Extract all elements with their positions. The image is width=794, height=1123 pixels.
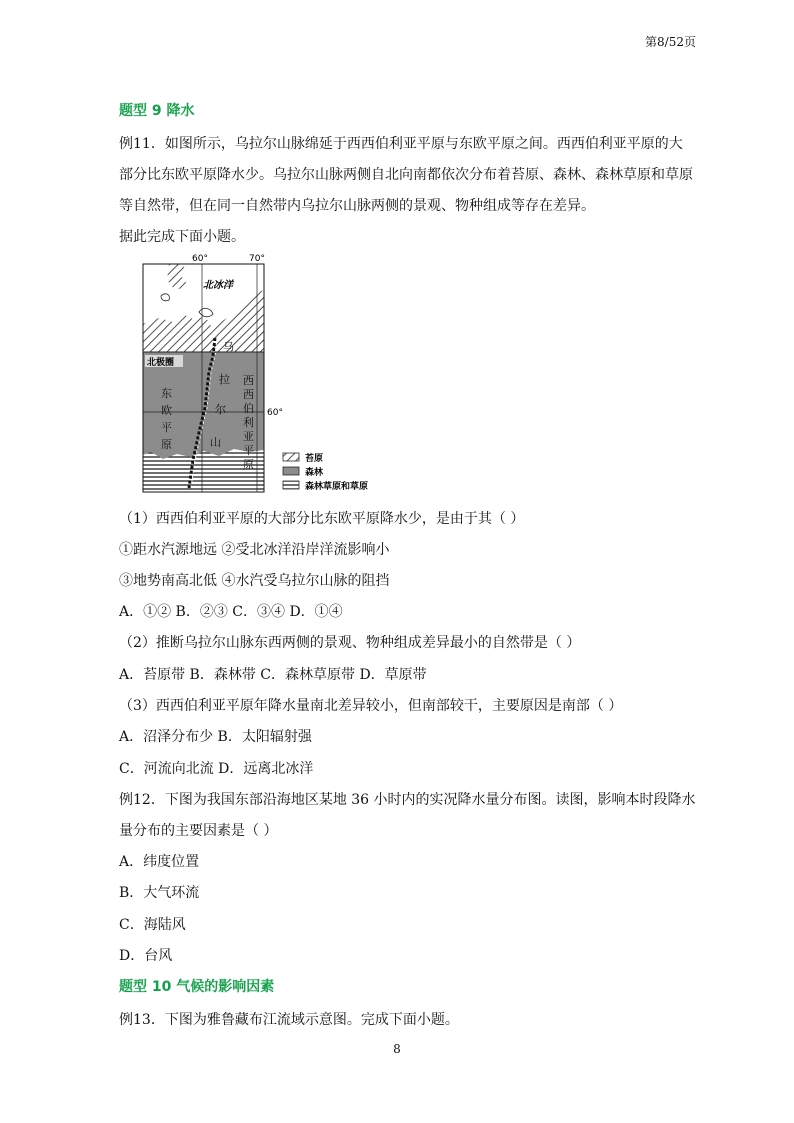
example12-option: D．台风 (119, 948, 173, 964)
example12-stem: 例12．下图为我国东部沿海地区某地 36 小时内的实况降水量分布图。读图，影响本时段降水 (119, 792, 696, 808)
example12-option: C．海陆风 (119, 917, 186, 933)
ocean-label: 北冰洋 (203, 280, 233, 291)
q3-options: A．沼泽分布少 B．太阳辐射强 (119, 729, 312, 745)
west-plain-char: 西 (243, 388, 254, 401)
west-plain-char: 利 (243, 416, 254, 429)
q3-options: C．河流向北流 D．远离北冰洋 (119, 761, 314, 777)
ural-map-figure (139, 252, 389, 496)
ural-char: 尔 (215, 403, 226, 416)
example11-intro-line: 例11．如图所示，乌拉尔山脉绵延于西西伯利亚平原与东欧平原之间。西西伯利亚平原的大 (119, 136, 683, 152)
legend-tundra: 苔原 (305, 454, 324, 464)
section-heading-climate-factors: 题型 10 气候的影响因素 (119, 979, 275, 995)
lat-60-label: 60° (267, 408, 283, 418)
example13-stem: 例13．下图为雅鲁藏布江流域示意图。完成下面小题。 (119, 1012, 459, 1028)
q2-stem: （2）推断乌拉尔山脉东西两侧的景观、物种组成差异最小的自然带是（ ） (119, 635, 581, 651)
q1-statements: ③地势南高北低 ④水汽受乌拉尔山脉的阻挡 (119, 573, 390, 589)
west-plain-char: 原 (243, 458, 254, 471)
west-plain-char: 亚 (243, 430, 254, 443)
west-plain-char: 西 (243, 374, 254, 387)
east-plain-char: 东 (161, 387, 172, 400)
example11-intro-line: 等自然带，但在同一自然带内乌拉尔山脉两侧的景观、物种组成等存在差异。 (119, 198, 595, 214)
example11-intro-line: 部分比东欧平原降水少。乌拉尔山脉两侧自北向南都依次分布着苔原、森林、森林草原和草原 (119, 167, 693, 183)
lon-60-label: 60° (192, 254, 208, 264)
east-plain-char: 欧 (161, 404, 172, 417)
page-indicator: 第8/52页 (645, 35, 696, 49)
section-heading-precipitation: 题型 9 降水 (119, 103, 195, 119)
lon-70-label: 70° (249, 254, 265, 264)
ural-char: 拉 (219, 373, 230, 386)
q1-statements: ①距水汽源地远 ②受北冰洋沿岸洋流影响小 (119, 542, 390, 558)
footer-page-number: 8 (393, 1042, 401, 1056)
legend-forest: 森林 (305, 468, 324, 478)
example12-stem: 量分布的主要因素是（ ） (119, 823, 278, 839)
arctic-circle-label: 北极圈 (147, 358, 175, 368)
west-plain-char: 平 (243, 444, 254, 457)
ural-char: 乌 (223, 340, 234, 353)
q1-stem: （1）西西伯利亚平原的大部分比东欧平原降水少，是由于其（ ） (119, 511, 525, 527)
q3-stem: （3）西西伯利亚平原年降水量南北差异较小，但南部较干，主要原因是南部（ ） (119, 698, 623, 714)
example11-instruction: 据此完成下面小题。 (119, 229, 245, 245)
ural-char: 山 (210, 436, 221, 449)
east-plain-char: 平 (161, 421, 172, 434)
example12-option: A．纬度位置 (119, 854, 200, 870)
q2-options: A．苔原带 B．森林带 C．森林草原带 D．草原带 (119, 667, 427, 683)
legend-steppe: 森林草原和草原 (305, 482, 369, 492)
east-plain-char: 原 (161, 438, 172, 451)
map-legend (283, 452, 368, 492)
q1-options: A．①② B．②③ C．③④ D．①④ (119, 604, 343, 620)
west-plain-char: 伯 (243, 402, 254, 415)
example12-option: B．大气环流 (119, 885, 200, 901)
